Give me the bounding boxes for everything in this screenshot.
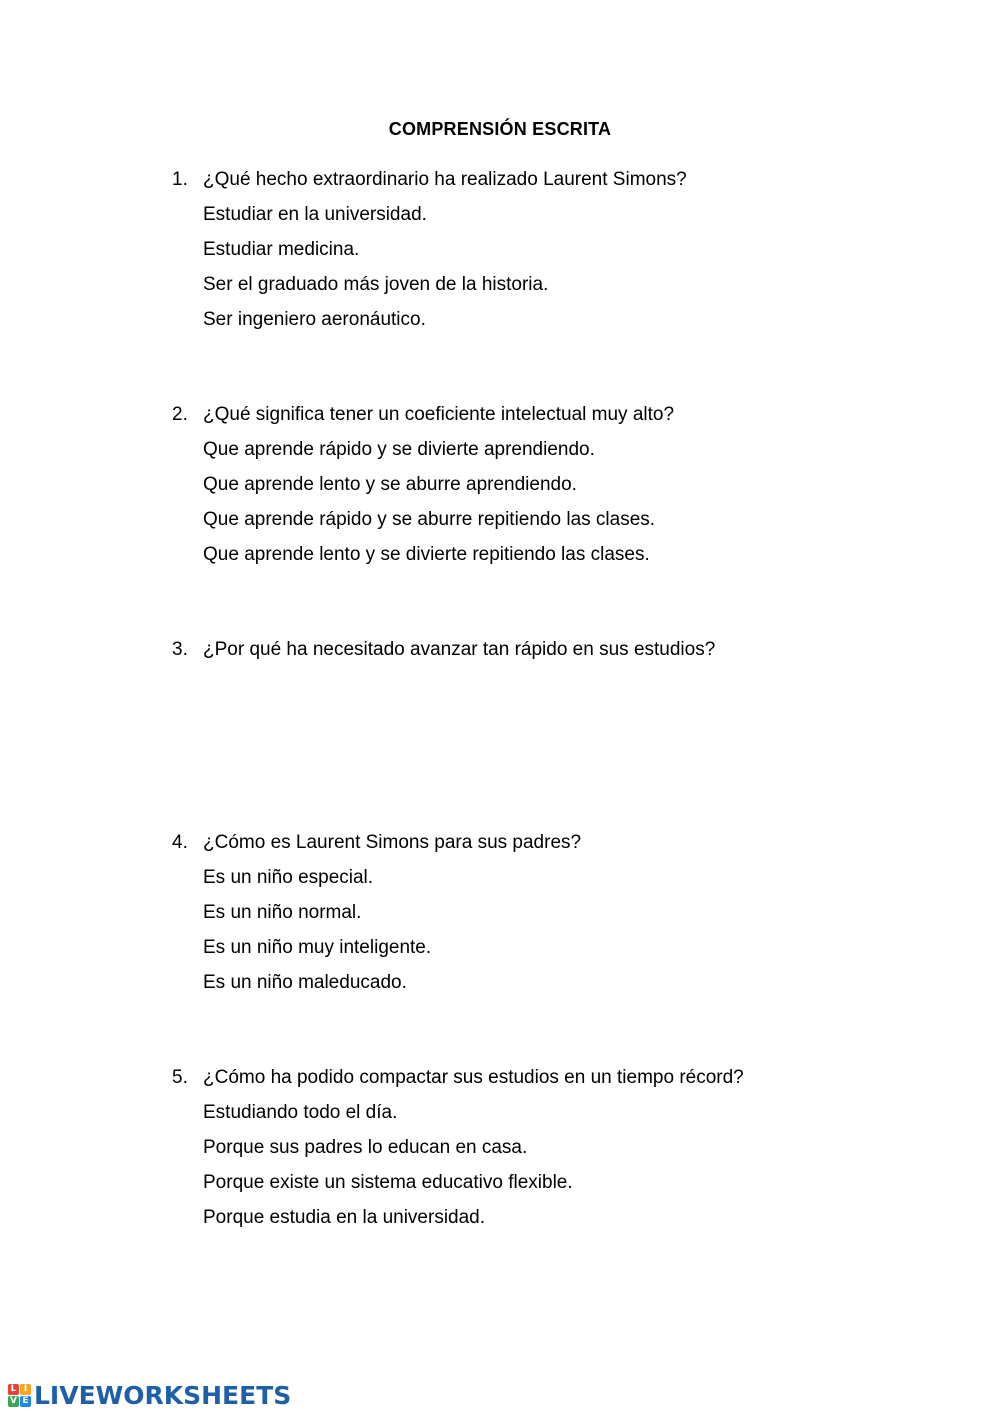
question-1 [172,168,932,332]
question-5 [172,1066,932,1230]
option[interactable]: Porque estudia en la universidad. [203,1207,486,1228]
question-text: ¿Cómo ha podido compactar sus estudios en un tiempo récord? [203,1067,744,1088]
option[interactable]: Estudiando todo el día. [203,1102,398,1123]
option-list [172,1101,932,1230]
logo-tile: V [8,1396,19,1407]
option[interactable]: Estudiar en la universidad. [203,204,427,225]
question-number: 5. [172,1067,188,1088]
logo-tile: I [20,1384,31,1395]
option[interactable]: Es un niño muy inteligente. [203,937,432,958]
logo-tile: E [20,1396,31,1407]
option[interactable]: Es un niño maleducado. [203,972,407,993]
option-list [172,438,932,567]
option-list [172,866,932,995]
question-text: ¿Por qué ha necesitado avanzar tan rápido en sus estudios? [203,639,716,660]
option[interactable]: Ser el graduado más joven de la historia. [203,274,549,295]
brand-name: LIVEWORKSHEETS [34,1380,292,1410]
option[interactable]: Es un niño especial. [203,867,374,888]
question-number: 2. [172,404,188,425]
question-2 [172,403,932,567]
option[interactable]: Estudiar medicina. [203,239,360,260]
option-list [172,203,932,332]
option[interactable]: Ser ingeniero aeronáutico. [203,309,426,330]
option[interactable]: Porque sus padres lo educan en casa. [203,1137,528,1158]
option[interactable]: Que aprende lento y se divierte repitiendo las clases. [203,544,650,565]
option[interactable]: Que aprende rápido y se divierte aprendiendo. [203,439,595,460]
option[interactable]: Que aprende lento y se aburre aprendiendo. [203,474,577,495]
liveworksheets-logo[interactable] [8,1382,291,1408]
brand-logo-icon [8,1384,31,1407]
question-number: 1. [172,169,188,190]
question-number: 4. [172,832,188,853]
option[interactable]: Que aprende rápido y se aburre repitiendo las clases. [203,509,656,530]
question-text: ¿Qué significa tener un coeficiente intelectual muy alto? [203,404,675,425]
question-text: ¿Cómo es Laurent Simons para sus padres? [203,832,582,853]
question-4 [172,831,932,995]
question-number: 3. [172,639,188,660]
question-3 [172,638,932,662]
question-text: ¿Qué hecho extraordinario ha realizado Laurent Simons? [203,169,687,190]
option[interactable]: Es un niño normal. [203,902,362,923]
page-title: COMPRENSIÓN ESCRITA [388,119,612,139]
logo-tile: L [8,1384,19,1395]
option[interactable]: Porque existe un sistema educativo flexible. [203,1172,573,1193]
